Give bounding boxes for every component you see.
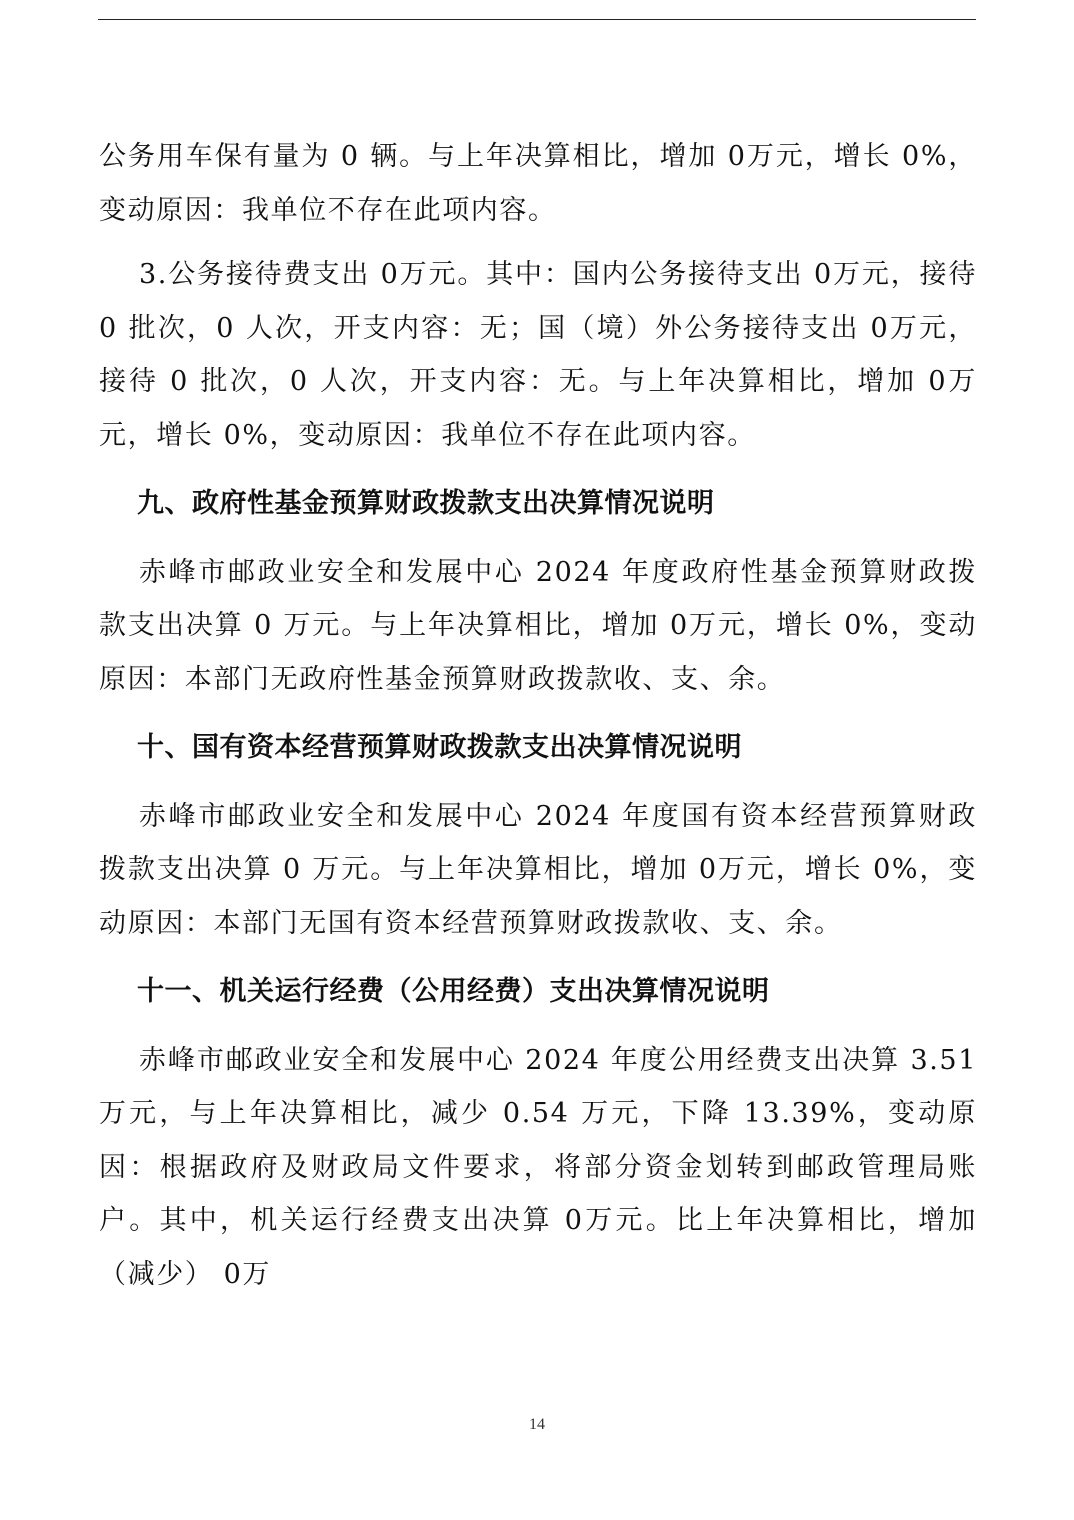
page-body [99,130,977,1301]
page-number: 14 [529,1416,545,1433]
paragraph-reception-expense: 3.公务接待费支出 0万元。其中：国内公务接待支出 0万元，接待 0 批次，0 人次，开支内容：无；国（境）外公务接待支出 0万元，接待 0 批次，0 人次，开支内容：无。与上年决算相比，增加 0万元，增长 0%，变动原因：我单位不存在此项内容。 [99,259,977,451]
section-heading-11: 十一、机关运行经费（公用经费）支出决算情况说明 [137,976,770,1007]
paragraph-vehicle-count: 公务用车保有量为 0 辆。与上年决算相比，增加 0万元，增长 0%，变动原因：我单位不存在此项内容。 [99,141,977,226]
section-heading-9: 九、政府性基金预算财政拨款支出决算情况说明 [137,488,715,519]
paragraph-state-capital: 赤峰市邮政业安全和发展中心 2024 年度国有资本经营预算财政拨款支出决算 0 万元。与上年决算相比，增加 0万元，增长 0%，变动原因：本部门无国有资本经营预算财政拨款收、支、余。 [99,800,977,939]
paragraph-public-expense: 赤峰市邮政业安全和发展中心 2024 年度公用经费支出决算 3.51 万元，与上年决算相比，减少 0.54 万元，下降 13.39%，变动原因：根据政府及财政局文件要求，将部分资金划转到邮政管理局账户。其中，机关运行经费支出决算 0万元。比上年决算相比，增加（减少） 0万 [99,1044,977,1290]
paragraph-government-fund: 赤峰市邮政业安全和发展中心 2024 年度政府性基金预算财政拨款支出决算 0 万元。与上年决算相比，增加 0万元，增长 0%，变动原因：本部门无政府性基金预算财政拨款收、支、余。 [99,556,977,695]
header-rule [98,19,976,20]
section-heading-10: 十、国有资本经营预算财政拨款支出决算情况说明 [137,732,742,763]
